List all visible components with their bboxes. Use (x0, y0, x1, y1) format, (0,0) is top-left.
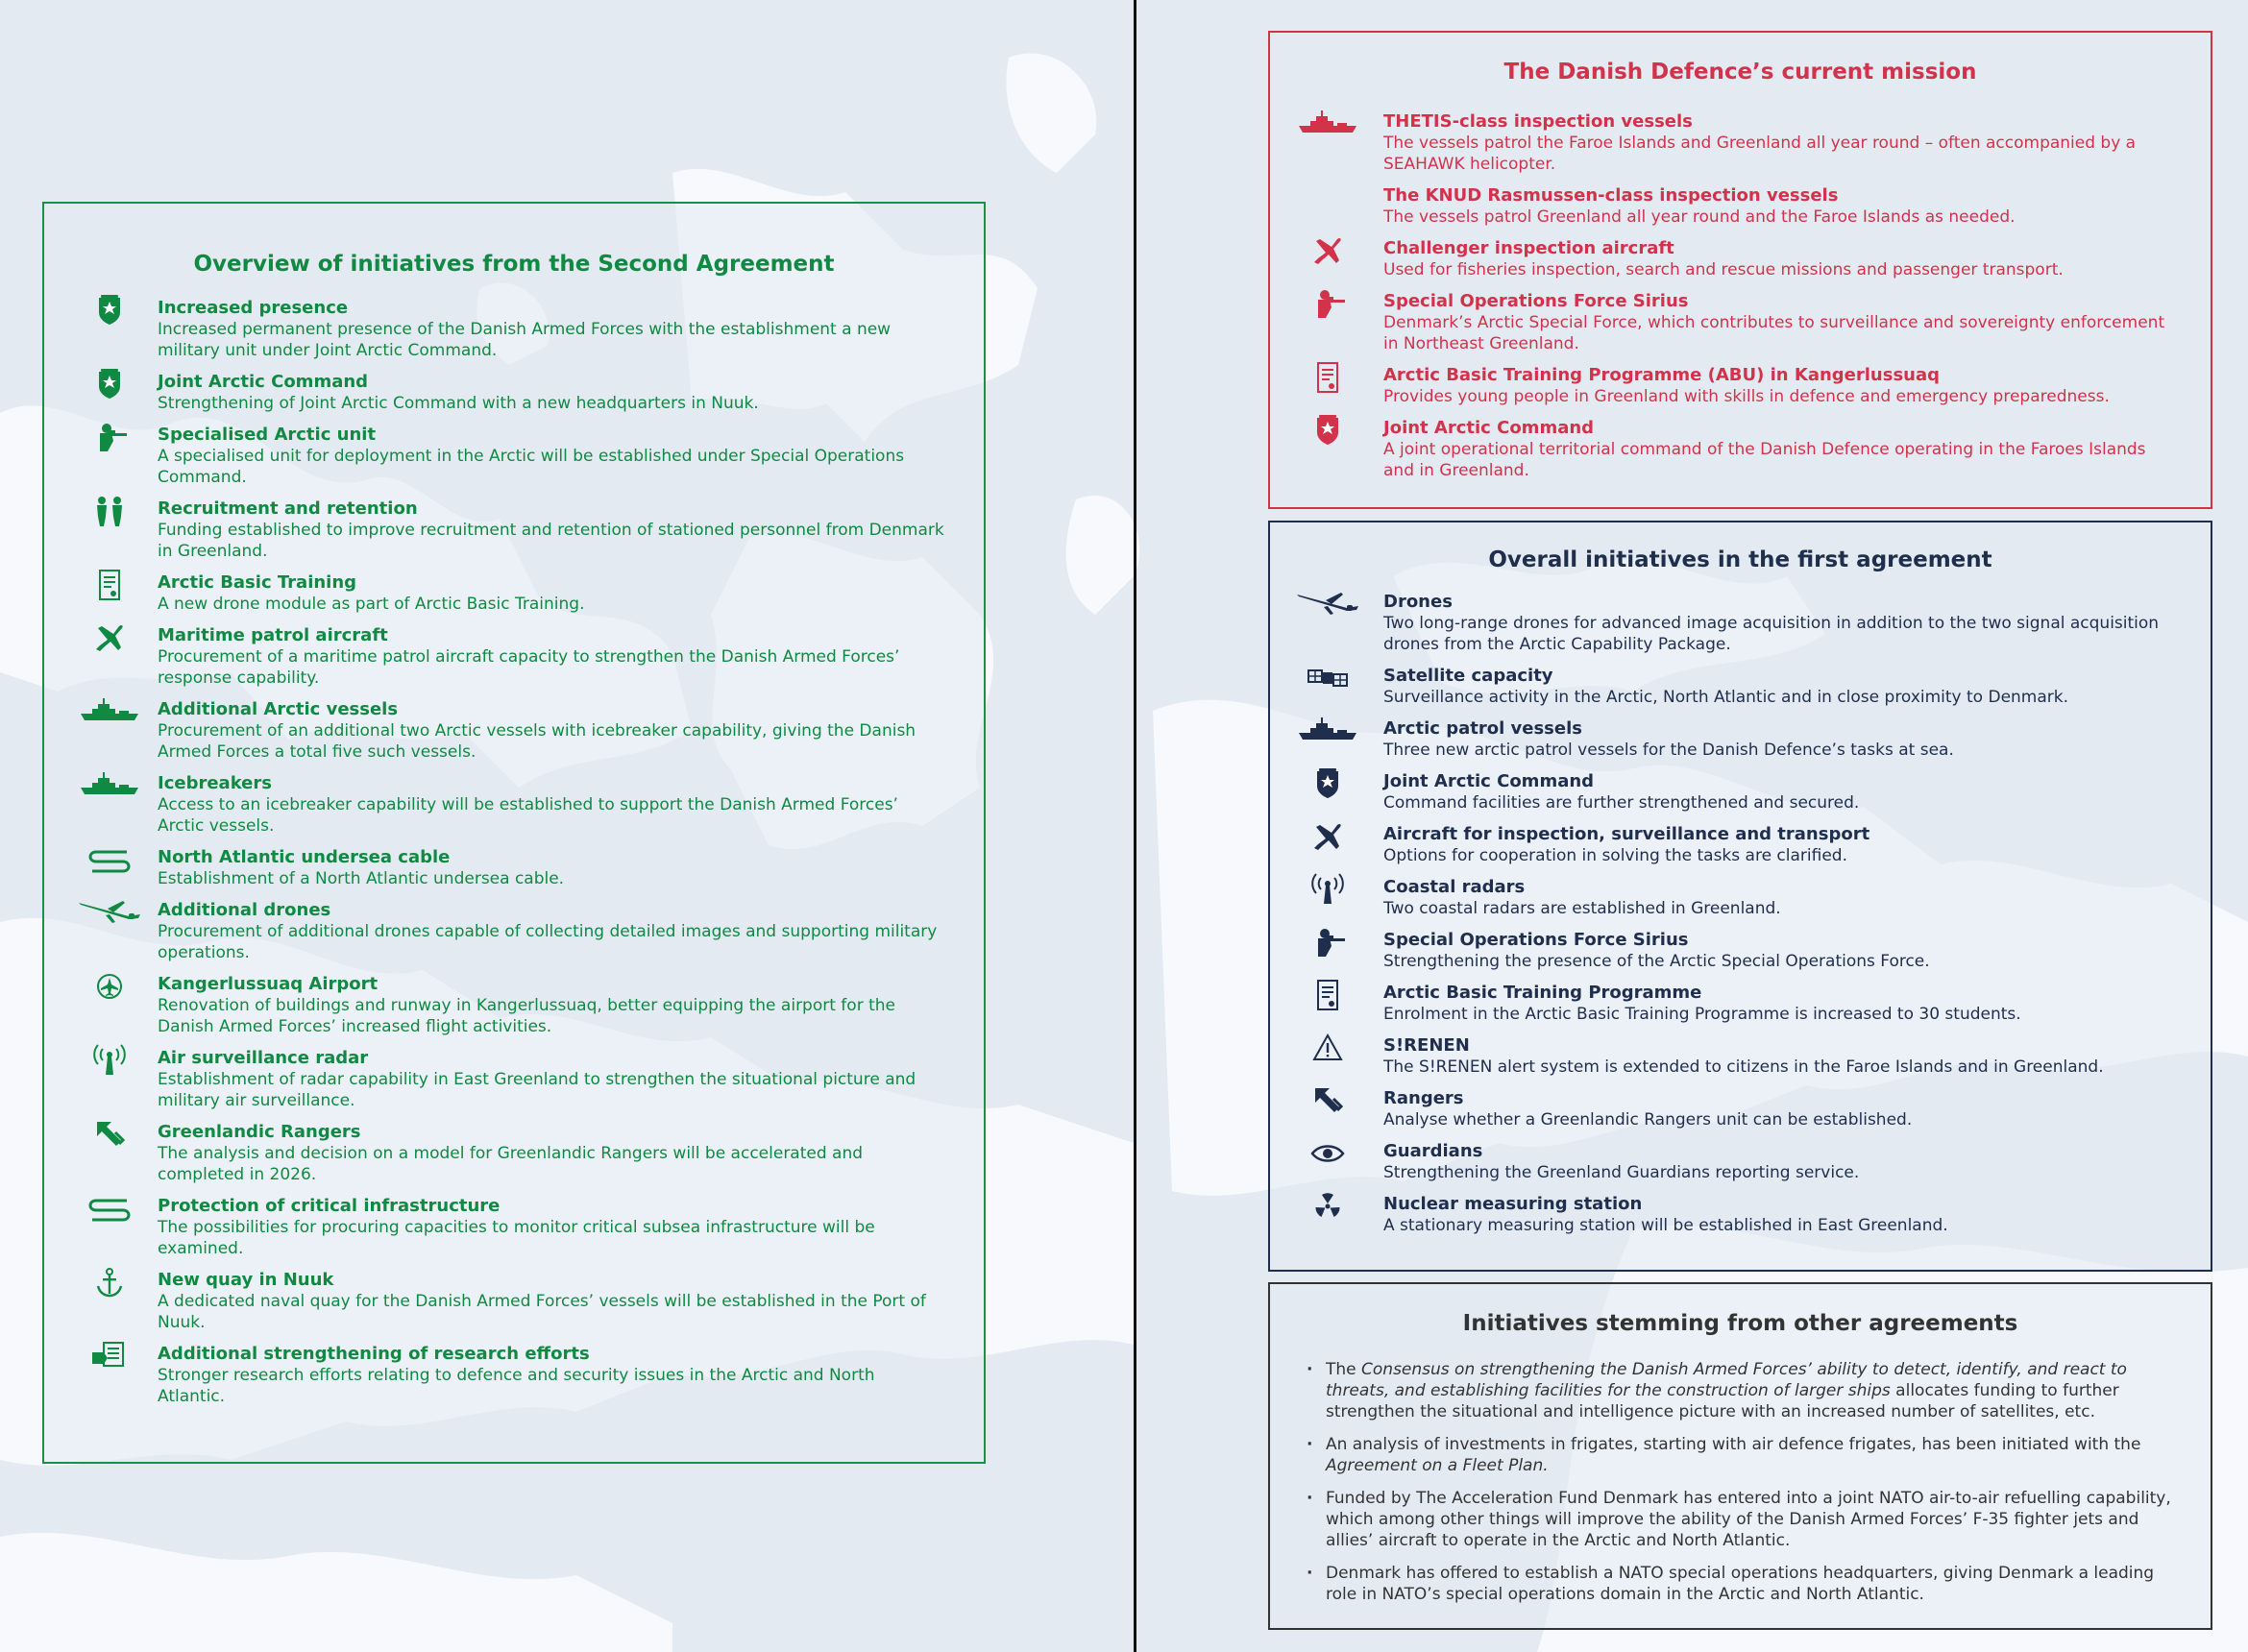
list-item: The KNUD Rasmussen-class inspection vessels The vessels patrol Greenland all year round and the Faroe Islands as needed. (1383, 185, 2016, 227)
list-item: Arctic Basic Training Programme (ABU) in Kangerlussuaq Provides young people in Greenland with skills in defence and emergency preparedness. (1270, 365, 2211, 407)
ship-icon (1297, 717, 1358, 745)
radar-icon (1297, 875, 1358, 904)
list-item: Joint Arctic Command A joint operational territorial command of the Danish Defence operating in the Faroes Islands and in Greenland. (1270, 418, 2211, 481)
list-item: Increased presence Increased permanent presence of the Danish Armed Forces with the establishment a new military unit under Joint Arctic Command. (44, 298, 984, 361)
second-agreement-list (44, 298, 984, 1418)
list-item: Greenlandic Rangers The analysis and decision on a model for Greenlandic Rangers will be accelerated and completed in 2026. (44, 1122, 984, 1185)
satellite-icon (1297, 664, 1358, 692)
list-item: Aircraft for inspection, surveillance and transport Options for cooperation in solving the tasks are clarified. (1270, 824, 2211, 866)
list-item: New quay in Nuuk A dedicated naval quay for the Danish Armed Forces’ vessels will be established in the Port of Nuuk. (44, 1270, 984, 1333)
list-item: Arctic Basic Training Programme Enrolment in the Arctic Basic Training Programme is increased to 30 students. (1270, 983, 2211, 1025)
bullet-item: · Denmark has offered to establish a NATO special operations headquarters, giving Denmark a leading role in NATO’s special operations domain in the Arctic and North Atlantic. (1326, 1563, 2172, 1605)
list-item: Kangerlussuaq Airport Renovation of buildings and runway in Kangerlussuaq, better equipping the airport for the Danish Armed Forces’ increased flight activities. (44, 974, 984, 1037)
bullet-item: · The Consensus on strengthening the Danish Armed Forces’ ability to detect, identify, and react to threats, and establishing facilities for the construction of larger ships allocates funding to further strengthen the situational and intelligence picture with an increased number of satellites, etc. (1326, 1359, 2172, 1422)
rangers-icon (1297, 1086, 1358, 1115)
list-item: Additional strengthening of research efforts Stronger research efforts relating to defence and security issues in the Arctic and North Atlantic. (44, 1344, 984, 1407)
drone-icon (79, 898, 140, 927)
rangers-icon (79, 1120, 140, 1149)
radiation-icon (1297, 1192, 1358, 1221)
current-mission-panel (1268, 31, 2212, 509)
certificate-icon (1297, 363, 1358, 392)
list-item: Challenger inspection aircraft Used for fisheries inspection, search and rescue missions and passenger transport. (1270, 238, 2211, 280)
list-item: Special Operations Force Sirius Denmark’s Arctic Special Force, which contributes to surveillance and sovereignty enforcement in Northeast Greenland. (1270, 291, 2211, 354)
list-item: Maritime patrol aircraft Procurement of a maritime patrol aircraft capacity to strengthen the Danish Armed Forces’ response capability. (44, 625, 984, 689)
current-mission-title: The Danish Defence’s current mission (1503, 60, 1977, 85)
other-agreements-list (1307, 1359, 2172, 1616)
other-agreements-panel (1268, 1282, 2212, 1630)
anchor-icon (79, 1268, 140, 1297)
list-item: Additional Arctic vessels Procurement of an additional two Arctic vessels with icebreaker capability, giving the Danish Armed Forces a total five such vessels. (44, 699, 984, 763)
list-item: Special Operations Force Sirius Strengthening the presence of the Arctic Special Operations Force. (1270, 930, 2211, 972)
list-item: Rangers Analyse whether a Greenlandic Rangers unit can be established. (1270, 1088, 2211, 1130)
eye-icon (1297, 1139, 1358, 1168)
ship-icon (1297, 109, 1358, 138)
research-icon (79, 1342, 140, 1371)
aircraft-icon (79, 623, 140, 652)
list-item: Guardians Strengthening the Greenland Guardians reporting service. (1270, 1141, 2211, 1183)
first-agreement-title: Overall initiatives in the first agreement (1488, 547, 1992, 572)
badge-icon (79, 370, 140, 399)
list-item: Arctic Basic Training A new drone module as part of Arctic Basic Training. (44, 572, 984, 615)
badge-icon (79, 296, 140, 325)
ship-icon (79, 697, 140, 726)
badge-icon (1297, 416, 1358, 445)
first-agreement-panel (1268, 521, 2212, 1272)
list-item: Arctic patrol vessels Three new arctic patrol vessels for the Danish Defence’s tasks at sea. (1270, 718, 2211, 761)
list-item: Icebreakers Access to an icebreaker capability will be established to support the Danish Armed Forces’ Arctic vessels. (44, 773, 984, 837)
list-item: North Atlantic undersea cable Establishment of a North Atlantic undersea cable. (44, 847, 984, 889)
other-agreements-title: Initiatives stemming from other agreements (1462, 1311, 2018, 1336)
list-item: Joint Arctic Command Command facilities are further strengthened and secured. (1270, 771, 2211, 814)
aircraft-icon (1297, 236, 1358, 265)
certificate-icon (79, 571, 140, 599)
list-item: Specialised Arctic unit A specialised unit for deployment in the Arctic will be established under Special Operations Command. (44, 425, 984, 488)
second-agreement-title: Overview of initiatives from the Second Agreement (193, 252, 835, 277)
radar-icon (79, 1046, 140, 1075)
ship-icon (79, 771, 140, 800)
list-item: Coastal radars Two coastal radars are established in Greenland. (1270, 877, 2211, 919)
list-item: Air surveillance radar Establishment of radar capability in East Greenland to strengthen the situational picture and military air surveillance. (44, 1048, 984, 1111)
list-item: Satellite capacity Surveillance activity in the Arctic, North Atlantic and in close proximity to Denmark. (1270, 666, 2211, 708)
people-icon (79, 497, 140, 525)
first-agreement-list (1270, 592, 2211, 1247)
second-agreement-panel (42, 202, 986, 1464)
list-item: Joint Arctic Command Strengthening of Joint Arctic Command with a new headquarters in Nuuk. (44, 372, 984, 414)
list-item: Additional drones Procurement of additional drones capable of collecting detailed images and supporting military operations. (44, 900, 984, 963)
list-item: THETIS-class inspection vessels The vessels patrol the Faroe Islands and Greenland all year round – often accompanied by a SEAHAWK helicopter. (1270, 111, 2211, 175)
current-mission-list (1270, 111, 2211, 492)
drone-icon (1297, 590, 1358, 619)
list-item: S!RENEN The S!RENEN alert system is extended to citizens in the Faroe Islands and in Greenland. (1270, 1035, 2211, 1078)
list-item: Nuclear measuring station A stationary measuring station will be established in East Greenland. (1270, 1194, 2211, 1236)
warning-icon (1297, 1033, 1358, 1062)
soldier-icon (1297, 928, 1358, 957)
list-item: Recruitment and retention Funding established to improve recruitment and retention of stationed personnel from Denmark in Greenland. (44, 498, 984, 562)
cable-icon (79, 845, 140, 874)
badge-icon (1297, 769, 1358, 798)
soldier-icon (79, 423, 140, 451)
list-item: Protection of critical infrastructure The possibilities for procuring capacities to monitor critical subsea infrastructure will be examined. (44, 1196, 984, 1259)
bullet-item: · Funded by The Acceleration Fund Denmark has entered into a joint NATO air-to-air refuelling capability, which among other things will improve the ability of the Danish Armed Forces’ F-35 fighter jets and allies’ aircraft to operate in the Arctic and North Atlantic. (1326, 1488, 2172, 1551)
airport-icon (79, 972, 140, 1001)
certificate-icon (1297, 981, 1358, 1009)
page-divider (1134, 0, 1136, 1652)
list-item: Drones Two long-range drones for advanced image acquisition in addition to the two signal acquisition drones from the Arctic Capability Package. (1270, 592, 2211, 655)
bullet-item: · An analysis of investments in frigates, starting with air defence frigates, has been initiated with the Agreement on a Fleet Plan. (1326, 1434, 2172, 1476)
cable-icon (79, 1194, 140, 1223)
aircraft-icon (1297, 822, 1358, 851)
soldier-icon (1297, 289, 1358, 318)
